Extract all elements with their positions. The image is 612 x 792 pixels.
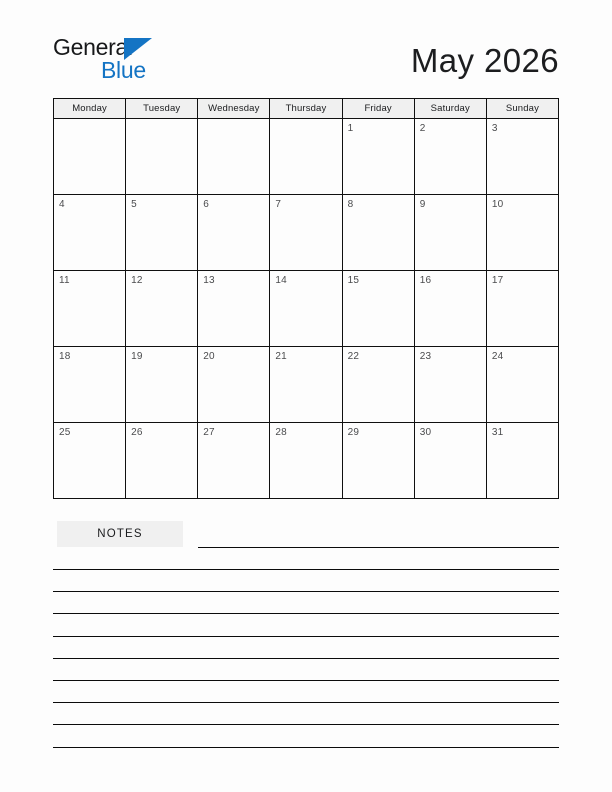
calendar-day-cell[interactable] xyxy=(343,195,415,271)
page-header xyxy=(53,32,559,92)
calendar-day-cell[interactable] xyxy=(270,423,342,499)
notes-line[interactable] xyxy=(53,591,559,592)
day-number: 13 xyxy=(203,275,215,286)
weekday-header-sunday: Sunday xyxy=(487,99,559,119)
calendar-day-cell[interactable] xyxy=(270,195,342,271)
day-number: 2 xyxy=(419,123,426,134)
day-number: 16 xyxy=(419,275,432,286)
calendar-day-cell[interactable] xyxy=(415,119,487,195)
weekday-header-row xyxy=(54,99,559,119)
notes-line[interactable] xyxy=(53,724,559,725)
day-number: 24 xyxy=(491,351,504,362)
calendar-day-cell[interactable] xyxy=(198,119,270,195)
brand-name-general: General xyxy=(53,34,133,60)
day-number: 19 xyxy=(131,351,143,362)
calendar-day-cell[interactable] xyxy=(198,423,270,499)
calendar-day-cell[interactable] xyxy=(54,347,126,423)
calendar-day-cell[interactable] xyxy=(487,423,559,499)
notes-line[interactable] xyxy=(53,613,559,614)
calendar-day-cell[interactable] xyxy=(126,195,198,271)
day-number: 17 xyxy=(491,275,504,286)
calendar-day-cell[interactable] xyxy=(126,423,198,499)
weekday-header-tuesday: Tuesday xyxy=(126,99,198,119)
day-number: 25 xyxy=(59,427,71,438)
calendar-week-row xyxy=(54,119,559,195)
calendar-day-cell[interactable] xyxy=(126,347,198,423)
day-number: 31 xyxy=(491,427,504,438)
calendar-day-cell[interactable] xyxy=(487,195,559,271)
calendar-day-cell[interactable] xyxy=(198,347,270,423)
notes-line[interactable] xyxy=(53,680,559,681)
calendar-day-cell[interactable] xyxy=(343,271,415,347)
weekday-header-saturday: Saturday xyxy=(415,99,487,119)
notes-line[interactable] xyxy=(53,702,559,703)
calendar-day-cell[interactable] xyxy=(487,119,559,195)
page-title: May 2026 xyxy=(410,42,559,79)
calendar-day-cell[interactable] xyxy=(343,423,415,499)
calendar-week-row xyxy=(54,347,559,423)
day-number: 4 xyxy=(59,199,65,210)
weekday-header-wednesday: Wednesday xyxy=(198,99,270,119)
day-number: 29 xyxy=(347,427,360,438)
calendar-day-cell[interactable] xyxy=(126,271,198,347)
calendar-day-cell[interactable] xyxy=(487,271,559,347)
calendar-day-cell[interactable] xyxy=(54,271,126,347)
calendar-day-cell[interactable] xyxy=(415,195,487,271)
calendar-day-cell[interactable] xyxy=(343,119,415,195)
calendar-week-row xyxy=(54,195,559,271)
day-number: 14 xyxy=(275,275,287,286)
calendar-day-cell[interactable] xyxy=(343,347,415,423)
calendar-day-cell[interactable] xyxy=(270,271,342,347)
calendar-day-cell[interactable] xyxy=(415,271,487,347)
calendar-day-cell[interactable] xyxy=(270,347,342,423)
notes-line[interactable] xyxy=(53,747,559,748)
day-number: 22 xyxy=(347,351,360,362)
notes-label: NOTES xyxy=(97,528,143,540)
day-number: 6 xyxy=(203,199,210,210)
calendar-day-cell[interactable] xyxy=(487,347,559,423)
day-number: 15 xyxy=(347,275,360,286)
day-number: 18 xyxy=(59,351,71,362)
day-number: 26 xyxy=(131,427,143,438)
calendar-grid xyxy=(53,98,559,499)
day-number: 5 xyxy=(131,199,137,210)
weekday-header-thursday: Thursday xyxy=(270,99,342,119)
calendar-day-cell[interactable] xyxy=(54,195,126,271)
calendar-day-cell[interactable] xyxy=(198,271,270,347)
day-number: 3 xyxy=(491,123,498,134)
day-number: 10 xyxy=(491,199,504,210)
notes-line[interactable] xyxy=(53,569,559,570)
day-number: 23 xyxy=(419,351,432,362)
weekday-header-monday: Monday xyxy=(54,99,126,119)
day-number: 8 xyxy=(347,199,354,210)
brand-name-blue: Blue xyxy=(101,57,146,83)
calendar-day-cell[interactable] xyxy=(54,119,126,195)
day-number: 9 xyxy=(419,199,426,210)
day-number: 7 xyxy=(275,199,282,210)
notes-section xyxy=(53,520,559,745)
notes-line[interactable] xyxy=(53,658,559,659)
day-number: 12 xyxy=(131,275,143,286)
weekday-header-friday: Friday xyxy=(343,99,415,119)
calendar-day-cell[interactable] xyxy=(270,119,342,195)
day-number: 27 xyxy=(203,427,215,438)
day-number: 1 xyxy=(347,123,354,134)
calendar-day-cell[interactable] xyxy=(415,423,487,499)
calendar-day-cell[interactable] xyxy=(415,347,487,423)
calendar-day-cell[interactable] xyxy=(198,195,270,271)
day-number: 28 xyxy=(275,427,287,438)
calendar-week-row xyxy=(54,271,559,347)
day-number: 30 xyxy=(419,427,432,438)
notes-line[interactable] xyxy=(53,636,559,637)
calendar-day-cell[interactable] xyxy=(54,423,126,499)
day-number: 11 xyxy=(59,275,70,286)
notes-line[interactable] xyxy=(198,547,559,548)
day-number: 21 xyxy=(275,351,287,362)
calendar-week-row xyxy=(54,423,559,499)
calendar-day-cell[interactable] xyxy=(126,119,198,195)
day-number: 20 xyxy=(203,351,215,362)
brand-logo xyxy=(53,32,253,88)
